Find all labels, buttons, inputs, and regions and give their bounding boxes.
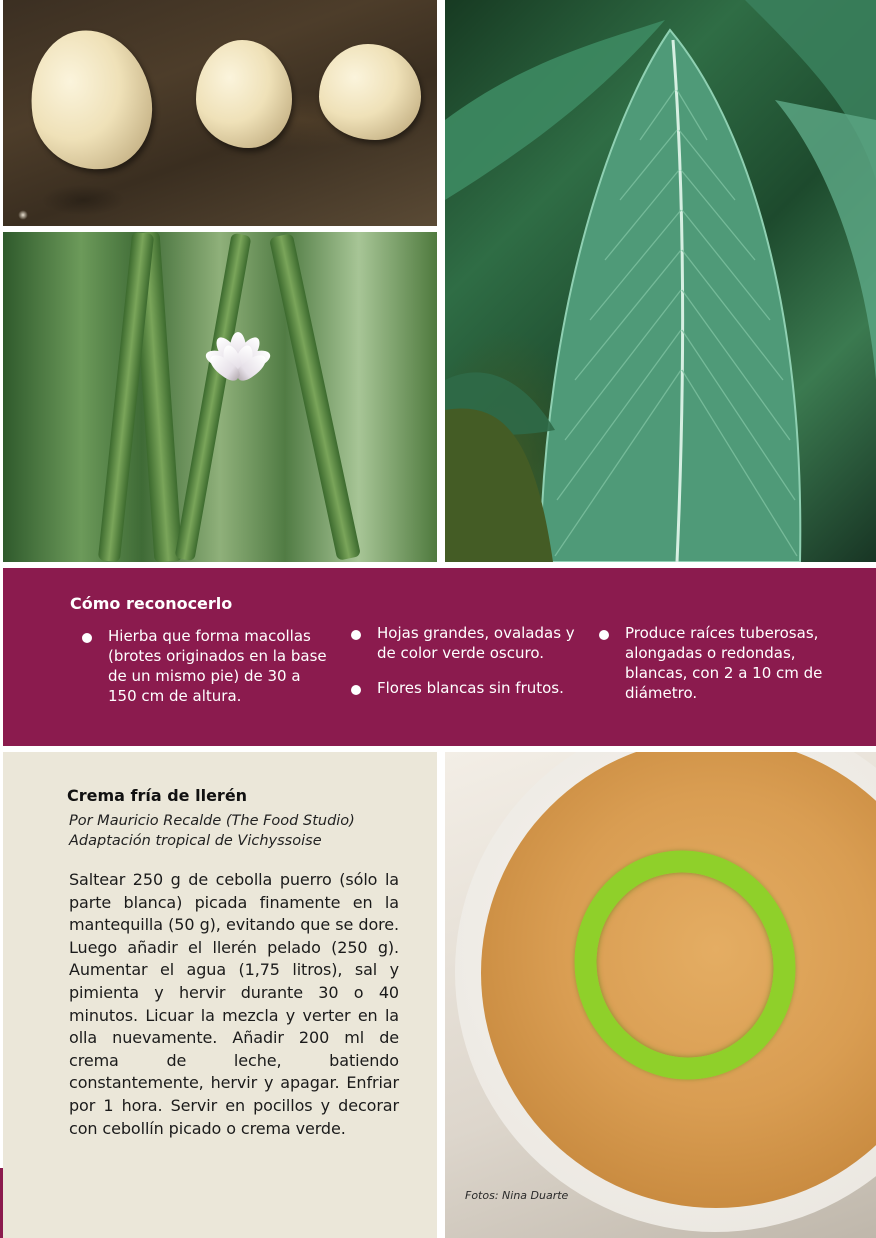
recognize-band <box>3 568 876 746</box>
bullet-item: Produce raíces tuberosas, alongadas o redondas, blancas, con 2 a 10 cm de diámetro. <box>595 623 830 703</box>
bullet-column-1 <box>78 626 333 721</box>
leaf-illustration <box>445 0 876 562</box>
bullet-column-2 <box>347 623 582 713</box>
soup-photo <box>445 752 876 1238</box>
page-edge-accent <box>0 1168 3 1238</box>
tuber-2 <box>196 40 292 148</box>
bullet-item: Hierba que forma macollas (brotes originados en la base de un mismo pie) de 30 a 150 cm de altura. <box>78 626 333 706</box>
bullet-item: Hojas grandes, ovaladas y de color verde oscuro. <box>347 623 582 663</box>
flower-photo <box>3 232 437 562</box>
recipe-title: Crema fría de llerén <box>67 786 248 805</box>
recipe-body: Saltear 250 g de cebolla puerro (sólo la parte blanca) picada finamente en la mantequilla (50 g), evitando que se dore. Luego añadir el llerén pelado (250 g). Aumentar el agua (1,75 litros), sal y pimienta y hervir durante 30 o 40 minutos. Licuar la mezcla y verter en la olla nuevamente. Añadir 200 ml de crema de leche, batiendo constantemente, hervir y apagar. Enfriar por 1 hora. Servir en pocillos y decorar con cebollín picado o crema verde. <box>69 870 399 1138</box>
photo-credit: Fotos: Nina Duarte <box>465 1189 569 1202</box>
recipe-author: Por Mauricio Recalde (The Food Studio) <box>69 813 355 829</box>
recipe-subtitle: Adaptación tropical de Vichyssoise <box>69 833 322 849</box>
tubers-photo <box>3 0 437 226</box>
recipe-panel <box>3 752 437 1238</box>
leaf-photo <box>445 0 876 562</box>
tuber-3 <box>319 44 421 140</box>
recognize-title: Cómo reconocerlo <box>70 594 233 613</box>
bullet-item: Flores blancas sin frutos. <box>347 678 582 698</box>
flower-head <box>183 322 293 432</box>
tuber-1 <box>22 22 160 177</box>
bullet-column-3 <box>595 623 830 718</box>
